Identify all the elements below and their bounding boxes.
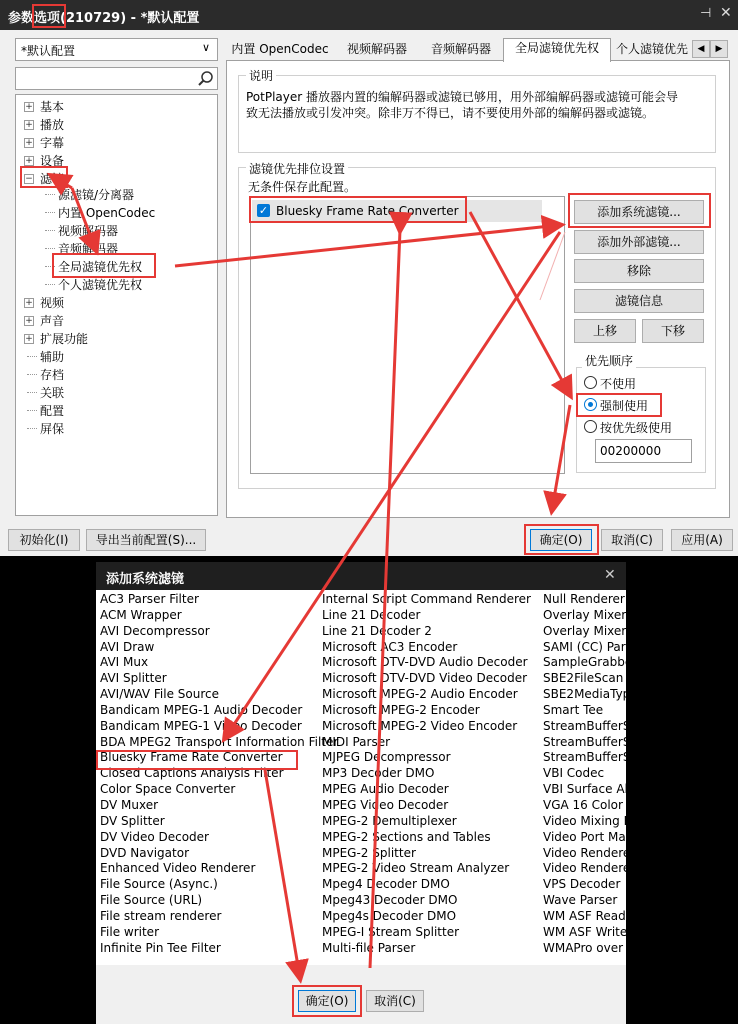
filter-list-item[interactable]: WMAPro over S <box>543 940 635 955</box>
window-title: 参数选项(210729) - *默认配置 <box>8 11 200 26</box>
filter-list-item[interactable]: VPS Decoder <box>543 877 621 892</box>
dialog-cancel-button[interactable]: 取消(C) <box>366 990 424 1012</box>
filter-list-item[interactable]: Smart Tee <box>543 702 604 717</box>
tree-dot-line <box>45 230 55 231</box>
tree-dot-line <box>45 194 55 195</box>
filter-list-item[interactable]: BDA MPEG2 Transport Information Filter <box>100 734 339 749</box>
filter-list-item[interactable]: WM ASF Reader <box>543 908 639 923</box>
tree-dot-line <box>27 428 37 429</box>
filter-list-item[interactable]: AVI Draw <box>100 639 155 654</box>
filter-list-item[interactable]: Microsoft MPEG-2 Audio Encoder <box>322 687 518 702</box>
filter-column-1 <box>100 592 339 956</box>
filter-list-item[interactable]: Video Renderer <box>543 861 636 876</box>
description-title: 说明 <box>246 67 276 84</box>
filter-list-item[interactable]: Microsoft MPEG-2 Encoder <box>322 702 480 717</box>
filter-list-item[interactable]: Bandicam MPEG-1 Video Decoder <box>100 718 302 733</box>
tree-subitem-label[interactable]: 音频解码器 <box>58 242 119 256</box>
filter-list-item[interactable]: Overlay Mixer2 <box>543 623 634 638</box>
radio-none-label: 不使用 <box>600 377 637 391</box>
priority-value: 00200000 <box>600 444 662 458</box>
tree-subitem-label[interactable]: 内置 OpenCodec <box>58 206 156 220</box>
filter-list-item[interactable]: File Source (Async.) <box>100 877 218 892</box>
tree-dot-line <box>45 248 55 249</box>
tree-item-label[interactable]: 基本 <box>40 100 65 114</box>
filter-list-item[interactable]: ACM Wrapper <box>100 607 182 622</box>
chevron-down-icon: ∨ <box>202 41 211 54</box>
filter-list-item[interactable]: Wave Parser <box>543 893 618 908</box>
priority-value-input[interactable] <box>595 439 692 463</box>
annotation-box-force <box>576 393 662 417</box>
filter-list-item[interactable]: VBI Surface Allo <box>543 782 639 797</box>
filter-list-item[interactable]: Color Space Converter <box>100 782 236 797</box>
filter-list-item[interactable]: MPEG Audio Decoder <box>322 782 449 797</box>
tree-dot-line <box>27 356 37 357</box>
filter-list-item[interactable]: File writer <box>100 924 159 939</box>
filter-list-item[interactable]: Bandicam MPEG-1 Audio Decoder <box>100 702 303 717</box>
filter-list-item[interactable]: SampleGrabber <box>543 655 638 670</box>
add-system-filter-button[interactable]: 添加系统滤镜... <box>574 200 704 224</box>
filter-list-item[interactable]: Overlay Mixer <box>543 607 627 622</box>
tree-item-label[interactable]: 存档 <box>40 368 65 382</box>
tree-dot-line <box>45 284 55 285</box>
profile-select[interactable] <box>15 38 218 61</box>
filter-list-item[interactable]: StreamBufferSin <box>543 718 642 733</box>
tab-scroll-left[interactable] <box>692 40 710 58</box>
annotation-box-global-priority <box>52 253 156 278</box>
tree-dot-line <box>45 212 55 213</box>
radio-force-label: 强制使用 <box>600 399 649 413</box>
profile-select-value: *默认配置 <box>21 44 76 58</box>
tree-expander-icon[interactable]: + <box>25 298 33 308</box>
tree-subitem-label[interactable]: 源滤镜/分离器 <box>58 188 135 202</box>
filter-list-item[interactable]: MPEG-2 Demultiplexer <box>322 813 457 828</box>
remove-button[interactable]: 移除 <box>574 259 704 283</box>
tree-item-label[interactable]: 辅助 <box>40 350 65 364</box>
filter-list-item[interactable]: AC3 Parser Filter <box>100 592 199 606</box>
filter-list-item[interactable]: Mpeg4s Decoder DMO <box>322 908 457 923</box>
filter-list-item[interactable]: MPEG-2 Splitter <box>322 845 416 860</box>
filter-list-item[interactable]: Video Port Man <box>543 829 634 844</box>
filter-list-item[interactable]: File stream renderer <box>100 908 222 923</box>
cancel-button[interactable]: 取消(C) <box>601 529 663 551</box>
tree-item-label[interactable]: 播放 <box>40 118 65 132</box>
annotation-box-dialog-ok <box>292 985 362 1017</box>
tree-subitem-label[interactable]: 视频解码器 <box>58 224 119 238</box>
tab-video-decoder[interactable]: 视频解码器 <box>346 42 407 56</box>
tree-subitem-label[interactable]: 全局滤镜优先权 <box>58 260 143 274</box>
filter-list-item[interactable]: Enhanced Video Renderer <box>100 861 256 876</box>
filter-list-item[interactable]: AVI Decompressor <box>100 623 210 638</box>
filter-list-item[interactable]: Line 21 Decoder 2 <box>322 623 432 638</box>
filter-list-item[interactable]: MPEG Video Decoder <box>322 797 449 812</box>
filter-list-item[interactable]: Null Renderer <box>543 592 625 606</box>
description-line-2: 致无法播放或引发冲突。除非万不得已，请不要使用外部的编解码器或滤镜。 <box>246 106 655 120</box>
tab-scroll-right[interactable] <box>710 40 728 58</box>
tree-expander-icon[interactable]: + <box>25 316 33 326</box>
filter-list-item[interactable]: MP3 Decoder DMO <box>322 766 435 781</box>
filter-list-item[interactable]: Closed Captions Analysis Filter <box>100 766 284 781</box>
ok-button[interactable]: 确定(O) <box>530 529 592 551</box>
annotation-box-ok <box>524 524 599 555</box>
filter-list-item[interactable]: AVI Mux <box>100 655 149 670</box>
filter-list-item[interactable]: SBE2MediaType <box>543 687 638 702</box>
tree-item-label[interactable]: 字幕 <box>40 136 65 150</box>
tab-audio-decoder[interactable]: 音频解码器 <box>430 42 491 56</box>
tree-subitem-label[interactable]: 个人滤镜优先权 <box>58 278 143 292</box>
radio-priority-label: 按优先级使用 <box>600 421 673 435</box>
add-external-filter-button[interactable]: 添加外部滤镜... <box>574 230 704 254</box>
tree-item-label[interactable]: 配置 <box>40 404 65 418</box>
filter-column-3 <box>543 592 642 956</box>
filter-list-item[interactable]: MPEG-2 Sections and Tables <box>322 829 491 844</box>
filter-list-item[interactable]: StreamBufferSo <box>543 750 638 765</box>
filter-list-item[interactable]: AVI/WAV File Source <box>100 687 220 702</box>
priority-title: 滤镜优先排位设置 <box>246 160 348 177</box>
tab-opencodec[interactable]: 内置 OpenCodec <box>231 42 329 56</box>
search-icon[interactable] <box>198 70 214 86</box>
move-up-button[interactable]: 上移 <box>574 319 636 343</box>
init-button[interactable]: 初始化(I) <box>8 529 80 551</box>
tree-item-label[interactable]: 视频 <box>40 296 65 310</box>
tree-item-label[interactable]: 设备 <box>40 154 65 168</box>
filter-list-item[interactable]: VBI Codec <box>543 766 605 781</box>
filter-list-item[interactable]: MPEG-2 Video Stream Analyzer <box>322 861 510 876</box>
filter-list-item[interactable]: Microsoft AC3 Encoder <box>322 639 458 654</box>
filter-list-item[interactable]: Video Mixing Re <box>543 813 639 828</box>
export-config-button[interactable]: 导出当前配置(S)... <box>86 529 206 551</box>
filter-list[interactable] <box>250 196 565 474</box>
tree-dot-line <box>27 374 37 375</box>
triangle-left-icon: ◀ <box>697 44 705 54</box>
tree-item-label[interactable]: 扩展功能 <box>40 332 89 346</box>
filter-list-item[interactable]: DVD Navigator <box>100 845 190 860</box>
filter-list-item[interactable]: VGA 16 Color Di <box>543 797 640 812</box>
pin-icon[interactable]: ⊣ <box>700 6 712 21</box>
tab-personal-filter-priority[interactable]: 个人滤镜优先 <box>615 42 688 56</box>
filter-list-item[interactable]: SAMI (CC) Parse <box>543 639 640 654</box>
filter-list-item[interactable]: Video Renderer <box>543 845 636 860</box>
tree-item-label[interactable]: 关联 <box>40 386 65 400</box>
filter-list-item[interactable]: MPEG-I Stream Splitter <box>322 924 460 939</box>
filter-list-item[interactable]: Microsoft MPEG-2 Video Encoder <box>322 718 518 733</box>
tree-expander-icon[interactable]: + <box>25 102 33 112</box>
apply-button[interactable]: 应用(A) <box>671 529 733 551</box>
filter-list-item[interactable]: Bluesky Frame Rate Converter <box>100 750 283 765</box>
filter-list-item[interactable]: AVI Splitter <box>100 671 167 686</box>
tree-item-label[interactable]: 滤镜 <box>40 172 65 186</box>
filter-list-item[interactable]: Infinite Pin Tee Filter <box>100 940 221 955</box>
checkbox-checked[interactable]: ✓ <box>258 204 269 217</box>
move-down-button[interactable]: 下移 <box>642 319 704 343</box>
filter-list-item[interactable]: SBE2FileScan <box>543 671 624 686</box>
description-line-1: PotPlayer 播放器内置的编解码器或滤镜已够用，用外部编解码器或滤镜可能会导 <box>246 90 679 104</box>
filter-list-item[interactable]: Mpeg43 Decoder DMO <box>322 893 458 908</box>
triangle-right-icon: ▶ <box>715 44 723 54</box>
tree-dot-line <box>27 392 37 393</box>
annotation-box-bluesky <box>96 750 298 770</box>
filter-list-item[interactable]: Internal Script Command Renderer <box>322 592 531 606</box>
filter-column-2 <box>322 592 540 956</box>
filter-list-item[interactable]: Mpeg4 Decoder DMO <box>322 877 450 892</box>
tab-global-filter-priority[interactable]: 全局滤镜优先权 <box>503 38 611 62</box>
dialog-title: 添加系统滤镜 <box>106 572 185 587</box>
search-input[interactable] <box>15 67 218 90</box>
tree-expander-icon[interactable]: + <box>25 138 33 148</box>
order-title: 优先顺序 <box>582 352 636 369</box>
filter-list-item[interactable]: MIDI Parser <box>322 734 391 749</box>
filter-list-item[interactable]: Multi-file Parser <box>322 940 416 955</box>
dialog-ok-button[interactable]: 确定(O) <box>298 990 356 1012</box>
annotation-box-filter <box>249 196 467 223</box>
filter-list-item[interactable]: Line 21 Decoder <box>322 607 421 622</box>
tree-expander-icon[interactable]: + <box>25 156 33 166</box>
tree-dot-line <box>27 410 37 411</box>
filter-list-item[interactable]: StreamBufferSin <box>543 734 642 749</box>
tree-item-label[interactable]: 声音 <box>40 314 65 328</box>
filter-list-item[interactable]: MJPEG Decompressor <box>322 750 451 765</box>
close-icon[interactable]: ✕ <box>604 567 616 583</box>
annotation-box-title <box>32 4 66 28</box>
priority-subtitle: 无条件保存此配置。 <box>248 180 357 194</box>
annotation-box-add-system <box>568 193 711 228</box>
filter-list-item[interactable]: WM ASF Writer <box>543 924 633 939</box>
filter-list-item[interactable]: DV Video Decoder <box>100 829 209 844</box>
filter-list-item[interactable]: DV Splitter <box>100 813 165 828</box>
filter-list-item[interactable]: DV Muxer <box>100 797 159 812</box>
radio-circle <box>584 376 597 389</box>
filter-list-item[interactable]: File Source (URL) <box>100 893 203 908</box>
annotation-box-filter-node <box>20 166 68 188</box>
filter-info-button[interactable]: 滤镜信息 <box>574 289 704 313</box>
filter-list-item[interactable]: Microsoft DTV-DVD Video Decoder <box>322 671 528 686</box>
tree-expander-icon[interactable]: + <box>25 334 33 344</box>
filter-row-label: Bluesky Frame Rate Converter <box>276 204 459 218</box>
tree-expander-icon[interactable]: + <box>25 120 33 130</box>
dialog-titlebar <box>96 562 626 590</box>
radio-circle <box>584 420 597 433</box>
tree-expander-icon[interactable]: − <box>25 174 33 184</box>
tree-item-label[interactable]: 屏保 <box>40 422 65 436</box>
window-titlebar <box>0 0 738 30</box>
filter-list-item[interactable]: Microsoft DTV-DVD Audio Decoder <box>322 655 528 670</box>
close-icon[interactable]: ✕ <box>720 5 732 21</box>
